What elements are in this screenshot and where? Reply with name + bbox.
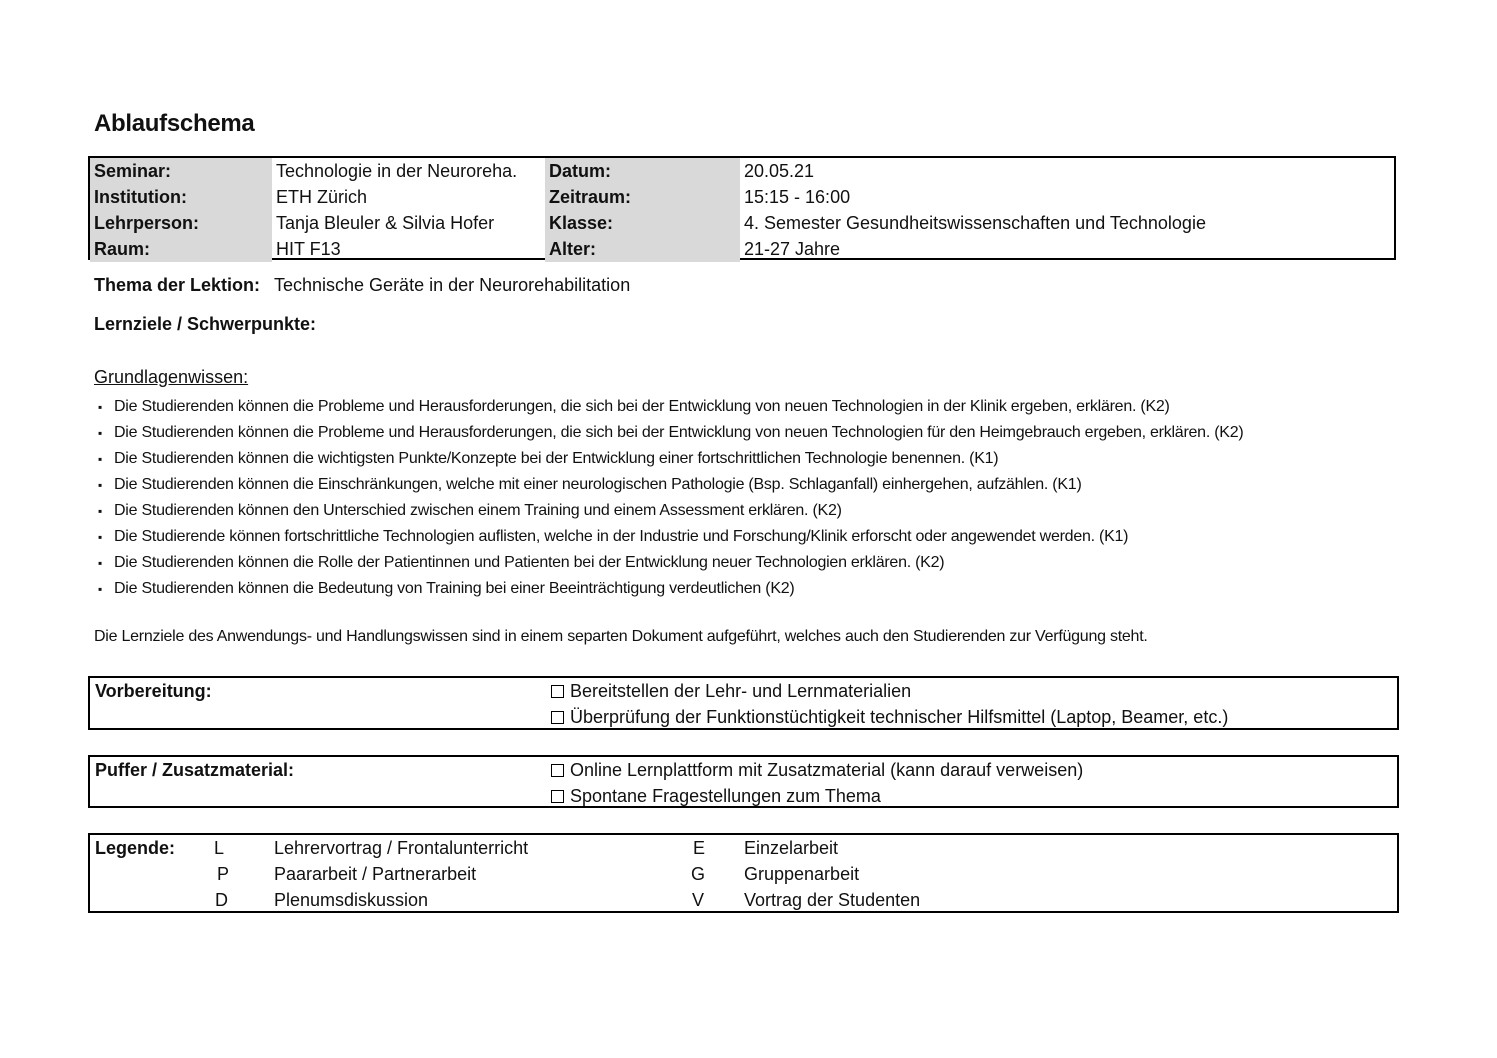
legend-code: G [691, 864, 706, 884]
list-item [98, 576, 1243, 602]
checkbox-icon[interactable] [551, 711, 564, 724]
info-row [90, 184, 1394, 210]
info-label: Raum: [90, 236, 272, 262]
goal-text: Die Studierenden können die Bedeutung von Training bei einer Beeinträchtigung verdeutlichen (K2) [114, 580, 795, 597]
info-row [90, 158, 1394, 184]
list-item [98, 394, 1243, 420]
legend-text: Gruppenarbeit [744, 864, 860, 884]
goal-text: Die Studierende können fortschrittliche Technologien auflisten, welche in der Industrie und Forschung/Klinik erforscht oder angewendet werden. (K1) [114, 528, 1129, 545]
info-value: 21-27 Jahre [744, 239, 841, 259]
list-item [98, 550, 1243, 576]
checklist-item[interactable] [551, 783, 881, 809]
info-value: ETH Zürich [276, 187, 368, 207]
document-title: Ablaufschema [94, 110, 255, 137]
topic-value: Technische Geräte in der Neurorehabilitation [274, 275, 631, 295]
legend-code: V [692, 890, 705, 910]
preparation-box [88, 676, 1399, 730]
checkbox-icon[interactable] [551, 764, 564, 777]
info-label: Alter: [545, 236, 740, 262]
checklist-item[interactable] [551, 757, 1083, 783]
list-item [98, 524, 1243, 550]
list-item [98, 498, 1243, 524]
info-value: 4. Semester Gesundheitswissenschaften und Technologie [744, 213, 1206, 233]
list-item [98, 420, 1243, 446]
legend-text: Lehrervortrag / Frontalunterricht [274, 838, 529, 858]
info-label: Klasse: [545, 210, 740, 236]
info-row [90, 236, 1394, 262]
bullet-icon: ▪ [98, 478, 103, 492]
info-label: Datum: [545, 158, 740, 184]
legend-code: D [215, 890, 228, 910]
checklist-text: Bereitstellen der Lehr- und Lernmaterialien [570, 681, 912, 701]
info-value: 20.05.21 [744, 161, 815, 181]
topic-label: Thema der Lektion: [94, 275, 261, 295]
info-value: 15:15 - 16:00 [744, 187, 851, 207]
bullet-icon: ▪ [98, 582, 103, 596]
checklist-text: Spontane Fragestellungen zum Thema [570, 786, 881, 806]
goal-text: Die Studierenden können die Probleme und Herausforderungen, die sich bei der Entwicklung von neuen Technologien für den Heimgebrauch ergeben, erklären. (K2) [114, 424, 1244, 441]
info-label: Lehrperson: [90, 210, 272, 236]
buffer-box [88, 755, 1399, 808]
legend-code: E [693, 838, 706, 858]
bullet-icon: ▪ [98, 452, 103, 466]
goal-text: Die Studierenden können die wichtigsten Punkte/Konzepte bei der Entwicklung einer fortschrittlichen Technologie benennen. (K1) [114, 450, 999, 467]
legend-text: Vortrag der Studenten [744, 890, 921, 910]
buffer-label: Puffer / Zusatzmaterial: [95, 760, 295, 780]
info-label: Institution: [90, 184, 272, 210]
legend-text: Plenumsdiskussion [274, 890, 429, 910]
bullet-icon: ▪ [98, 426, 103, 440]
bullet-icon: ▪ [98, 556, 103, 570]
legend-code: L [214, 838, 225, 858]
checklist-text: Online Lernplattform mit Zusatzmaterial (kann darauf verweisen) [570, 760, 1084, 780]
list-item [98, 472, 1243, 498]
checkbox-icon[interactable] [551, 685, 564, 698]
goals-note: Die Lernziele des Anwendungs- und Handlungswissen sind in einem separten Dokument aufgeführt, welches auch den Studierenden zur Verfügung steht. [94, 628, 1148, 645]
info-table [88, 156, 1396, 260]
preparation-label: Vorbereitung: [95, 681, 212, 701]
checklist-item[interactable] [551, 704, 1228, 730]
info-value: HIT F13 [276, 239, 341, 259]
basics-heading: Grundlagenwissen: [94, 367, 249, 387]
goals-heading: Lernziele / Schwerpunkte: [94, 314, 317, 334]
list-item [98, 446, 1243, 472]
legend-box [88, 833, 1399, 913]
goal-text: Die Studierenden können die Einschränkungen, welche mit einer neurologischen Pathologie (Bsp. Schlaganfall) einhergehen, aufzählen. (K1) [114, 476, 1082, 493]
info-label: Zeitraum: [545, 184, 740, 210]
goal-text: Die Studierenden können den Unterschied zwischen einem Training und einem Assessment erklären. (K2) [114, 502, 842, 519]
goal-text: Die Studierenden können die Rolle der Patientinnen und Patienten bei der Entwicklung neuer Technologien erklären. (K2) [114, 554, 945, 571]
info-row [90, 210, 1394, 236]
info-value: Technologie in der Neuroreha. [276, 161, 518, 181]
legend-label: Legende: [95, 838, 176, 858]
info-label: Seminar: [90, 158, 272, 184]
legend-text: Einzelarbeit [744, 838, 839, 858]
checklist-item[interactable] [551, 678, 911, 704]
bullet-icon: ▪ [98, 504, 103, 518]
bullet-icon: ▪ [98, 400, 103, 414]
legend-code: P [217, 864, 230, 884]
checklist-text: Überprüfung der Funktionstüchtigkeit technischer Hilfsmittel (Laptop, Beamer, etc.) [570, 707, 1229, 727]
bullet-icon: ▪ [98, 530, 103, 544]
legend-text: Paararbeit / Partnerarbeit [274, 864, 477, 884]
goals-list [98, 394, 1243, 602]
checkbox-icon[interactable] [551, 790, 564, 803]
info-value: Tanja Bleuler & Silvia Hofer [276, 213, 495, 233]
goal-text: Die Studierenden können die Probleme und Herausforderungen, die sich bei der Entwicklung von neuen Technologien in der Klinik ergeben, erklären. (K2) [114, 398, 1170, 415]
